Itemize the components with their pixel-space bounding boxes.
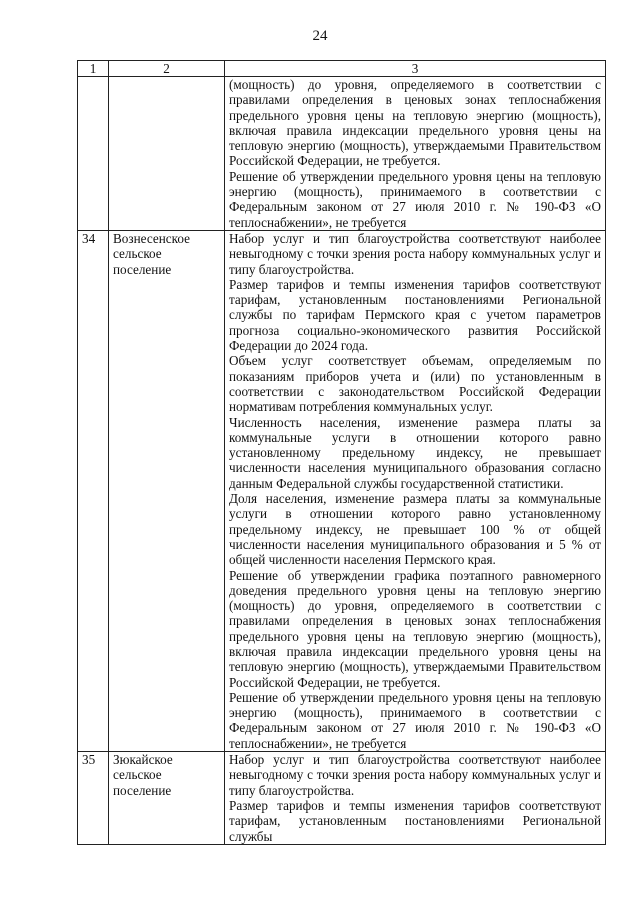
- settlement-name: [109, 77, 225, 231]
- description-paragraph: Численность населения, изменение размера платы за коммунальные услуги в отношении которого равно установленному предельному индексу, не превышает численности населения муниципального образования согласно данным Федеральной службы государственной статистики.: [229, 414, 601, 491]
- page-number: 24: [312, 28, 328, 44]
- description-paragraph: Решение об утверждении предельного уровня цены на тепловую энергию (мощность), принимаемого в соответствии с Федеральным законом от 27 июля 2010 г. № 190-ФЗ «О теплоснабжении», не требуется: [229, 689, 601, 751]
- column-header: 1: [78, 61, 109, 77]
- description-paragraph: Размер тарифов и темпы изменения тарифов соответствуют тарифам, установленным постановлениями Региональной службы: [229, 797, 601, 844]
- table-row: [78, 752, 606, 845]
- row-number: 35: [78, 752, 109, 845]
- row-number: [78, 77, 109, 231]
- description-paragraph: (мощность) до уровня, определяемого в соответствии с правилами определения в ценовых зонах теплоснабжения предельного уровня цены на тепловую энергию (мощность), включая правила индексации предельного уровня цены на тепловую энергию (мощность), утверждаемыми Правительством Российской Федерации, не требуется.: [229, 77, 601, 169]
- data-table: [77, 60, 606, 845]
- column-header: 3: [225, 61, 606, 77]
- settlement-name: Вознесенское сельское поселение: [109, 230, 225, 751]
- description-paragraph: Набор услуг и тип благоустройства соответствуют наиболее невыгодному с точки зрения роста набору коммунальных услуг и типу благоустройства.: [229, 752, 601, 798]
- description-paragraph: Объем услуг соответствует объемам, определяемым по показаниям приборов учета и (или) по установленным в соответствии с законодательством Российской Федерации нормативам потребления коммунальных услуг.: [229, 353, 601, 415]
- table-row: [78, 77, 606, 231]
- column-header: 2: [109, 61, 225, 77]
- settlement-name: Зюкайское сельское поселение: [109, 752, 225, 845]
- description-paragraph: Доля населения, изменение размера платы за коммунальные услуги в отношении которого равно установленному предельному индексу, не превышает 100 % от общей численности населения муниципального образования и 5 % от общей численности населения Пермского края.: [229, 491, 601, 568]
- description-paragraph: Решение об утверждении графика поэтапного равномерного доведения предельного уровня цены на тепловую энергию (мощность) до уровня, определяемого в соответствии с правилами определения в ценовых зонах теплоснабжения предельного уровня цены на тепловую энергию (мощность), включая правила индексации предельного уровня цены на тепловую энергию (мощность), утверждаемыми Правительством Российской Федерации, не требуется.: [229, 567, 601, 690]
- table-row: [78, 230, 606, 751]
- row-number: 34: [78, 230, 109, 751]
- description-cell: [225, 230, 606, 751]
- description-cell: [225, 752, 606, 845]
- description-paragraph: Размер тарифов и темпы изменения тарифов соответствуют тарифам, установленным постановлениями Региональной службы по тарифам Пермского края с учетом параметров прогноза социально-экономического развития Российской Федерации до 2024 года.: [229, 276, 601, 354]
- description-paragraph: Решение об утверждении предельного уровня цены на тепловую энергию (мощность), принимаемого в соответствии с Федеральным законом от 27 июля 2010 г. № 190-ФЗ «О теплоснабжении», не требуется: [229, 168, 601, 230]
- description-paragraph: Набор услуг и тип благоустройства соответствуют наиболее невыгодному с точки зрения роста набору коммунальных услуг и типу благоустройства.: [229, 230, 601, 277]
- description-cell: [225, 77, 606, 231]
- table-header-row: [78, 61, 606, 77]
